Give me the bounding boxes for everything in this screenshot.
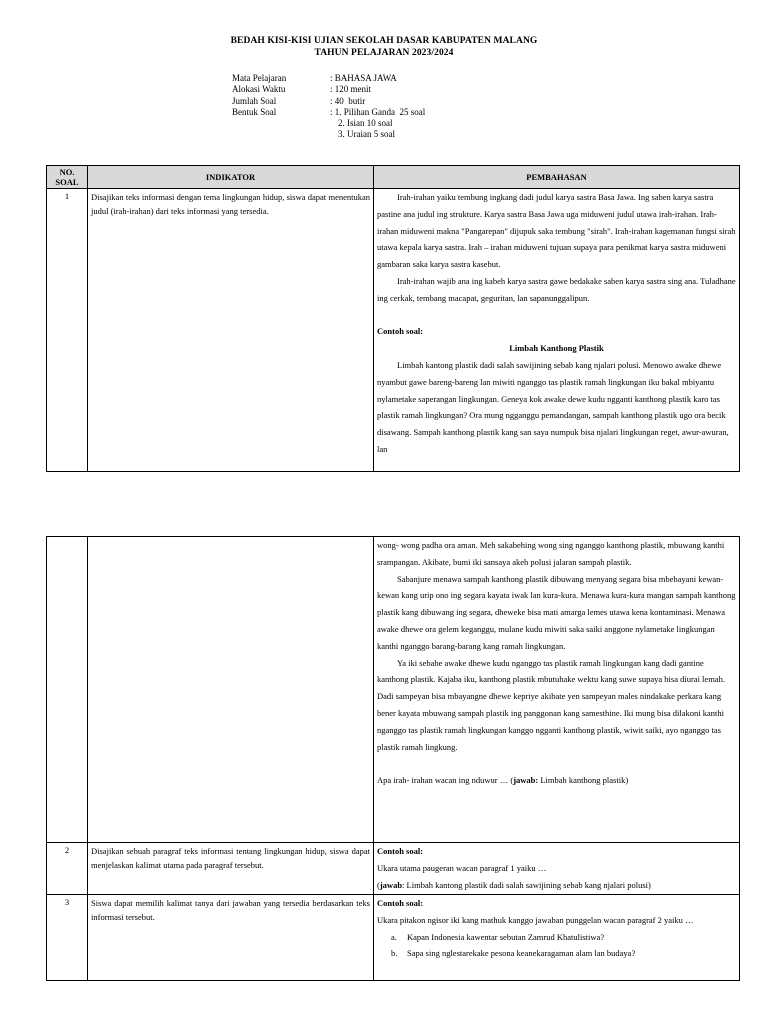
header-pembahasan: PEMBAHASAN — [374, 166, 740, 189]
spacer — [377, 755, 736, 772]
pembahasan-content — [377, 189, 736, 471]
wacan-paragraph: wong- wong padha ora aman. Meh sakabehing wong sing nganggo kanthong plastik, mbuwang kanthi srampangan. Akibate, bumi iki sansaya akeh polusi jalaran sampah plastik. — [377, 540, 725, 567]
jawab-text: : Limbah kantong plastik dadi salah sawijining sebab kang njalari polusi) — [402, 879, 651, 890]
jawab-label: jawab — [379, 879, 403, 890]
table-row — [47, 189, 740, 472]
info-value: : BAHASA JAWA — [330, 73, 397, 83]
info-label: Jumlah Soal — [232, 95, 277, 106]
info-label: Bentuk Soal — [232, 106, 277, 117]
info-row-count — [232, 96, 425, 107]
option-text: Sapa sing nglestarekake pesona keanekaragaman alam lan budaya? — [407, 948, 636, 959]
info-row-subject — [232, 73, 425, 84]
contoh-soal-label: Contoh soal: — [377, 846, 424, 856]
row-indikator: Disajikan sebuah paragraf teks informasi tentang lingkungan hidup, siswa dapat menjelaskan kalimat utama pada paragraf tersebut. — [88, 843, 374, 895]
question-text: Ukara pitakon ngisor iki kang mathuk kanggo jawaban punggelan wacan paragraf 2 yaiku … — [377, 914, 694, 925]
info-form-item-3: 3. Uraian 5 soal — [338, 129, 395, 140]
wacan-paragraph: Limbah kantong plastik dadi salah sawijining sebab kang njalari polusi. Menowo awake dhewe nyambut gawe bareng-bareng lan miwiti nganggo tas plastik ramah lingkungan iku bakal mbiyantu nylametake saperangan lingkungan. Geneya kok awake dewe kudu ngganti kanthong plastik karo tas plastik ramah lingkungan? Ora mung ngganggu pemandangan, sampah kanthong plastik ugo ora becik disawang. Sampah kanthong plastik kang san saya numpuk bisa njalari lingkungan reget, awur-awuran, lan — [377, 359, 729, 454]
info-label: Mata Pelajaran — [232, 73, 287, 83]
row-number-empty — [47, 537, 88, 843]
table-header-row — [47, 166, 740, 189]
spacer — [377, 307, 736, 324]
info-row-time — [232, 84, 425, 95]
option-text: Kapan Indonesia kawentar sebutan Zamrud Khatulistiwa? — [407, 931, 605, 942]
info-value: : 1. Pilihan Ganda 25 soal — [330, 106, 426, 117]
jawab-label: jawab: — [513, 775, 539, 786]
row-pembahasan — [374, 843, 740, 895]
row-indikator: Siswa dapat memilih kalimat tanya dari jawaban yang tersedia berdasarkan teks informasi tersebut. — [88, 895, 374, 981]
question-text: Ukara utama paugeran wacan paragraf 1 yaiku … — [377, 862, 547, 873]
info-value: : 40 butir — [330, 95, 366, 106]
jawab-text: Limbah kanthong plastik) — [538, 775, 629, 786]
answer-option — [391, 945, 736, 962]
answer-line — [377, 877, 736, 894]
question-line — [377, 772, 736, 789]
question-text: Apa irah- irahan wacan ing nduwur … ( — [377, 775, 514, 786]
row-indikator-empty — [88, 537, 374, 843]
contoh-soal-label: Contoh soal: — [377, 326, 424, 337]
row-number: 3 — [47, 895, 88, 981]
title-line-1: BEDAH KISI-KISI UJIAN SEKOLAH DASAR KABUPATEN MALANG — [230, 36, 538, 46]
option-letter: b. — [391, 948, 398, 959]
header-indikator: INDIKATOR — [88, 166, 374, 189]
row-pembahasan — [374, 189, 740, 472]
row-pembahasan — [374, 895, 740, 981]
pembahasan-paragraph: Irah-irahan wajib ana ing kabeh karya sastra gawe bedakake saben karya sastra sing ana. Tuladhane ing cerkak, tembang macapat, geguritan, lan sapanunggalipun. — [377, 275, 736, 303]
wacan-paragraph: Sabanjure menawa sampah kanthong plastik dibuwang menyang segara bisa mbebayani kewan- kewan kang urip ono ing segara kayata iwak lan kura-kura. Menawa kura-kura mangan sampah kanthong plastik kang dibuwang ing segara, dheweke bisa mati amarga lemes utawa kena kontaminasi. Menawa awake dhewe ora gelem keganggu, mulane kudu miwiti saka saiki anggone nylametake lingkungan kanthi nganggo barang-barang kang ramah lingkungan. — [377, 573, 736, 651]
wacan-title: Limbah Kanthong Plastik — [509, 343, 604, 354]
answer-option — [391, 929, 736, 946]
wacan-paragraph: Ya iki sebabe awake dhewe kudu nganggo tas plastik ramah lingkungan kang dadi gantine kanthong plastik. Kajaba iku, kanthong plastik mbutuhake wektu kang suwe supaya bisa diurai lemah. Dadi sampeyan bisa mbayangne dhewe kepriye akibate yen sampeyan males nindakake perkara kang bener kayata mbuwang sampah plastik ing panggonan kang samesthine. Iki mung bisa dilakoni kanthi nganggo tas plastik ramah lingkungan kanggo ngganti kanthong plastik, wiwit saiki, ayo nganggo tas plastik ramah lingkung. — [377, 657, 725, 752]
info-label: Alokasi Waktu — [232, 84, 286, 95]
table-row — [47, 843, 740, 895]
answer-options — [377, 929, 736, 963]
row-number: 1 — [47, 189, 88, 472]
row-pembahasan — [374, 537, 740, 843]
exam-info — [232, 73, 425, 141]
header-no-soal: NO. SOAL — [47, 166, 88, 189]
title-line-2: TAHUN PELAJARAN 2023/2024 — [314, 48, 454, 58]
info-value: : 120 menit — [330, 84, 371, 95]
row-indikator: Disajikan teks informasi dengan tema lingkungan hidup, siswa dapat menentukan judul (irah-irahan) dari teks informasi yang tersedia. — [88, 189, 374, 472]
pembahasan-paragraph: Irah-irahan yaiku tembung ingkang dadi judul karya sastra Basa Jawa. Ing saben karya sastra pastine ana judul ing strukture. Karya sastra Basa Jawa uga miduweni judul utawa irah-irahan. Irah-irahan miduweni makna "Pangarepan" dijupuk saka tembung "sirah". Irah-irahan kagemanan fungsi sirah utawa kepala karya sastra. Irah – irahan miduweni tujuan supaya para penikmat karya sastra miduweni gambaran saka karya sastra kasebut. — [377, 192, 736, 270]
row-number: 2 — [47, 843, 88, 895]
table-row — [47, 895, 740, 981]
info-form-item-2: 2. Isian 10 soal — [338, 118, 393, 129]
document-title — [0, 35, 768, 59]
contoh-soal-label: Contoh soal: — [377, 898, 424, 908]
option-letter: a. — [391, 931, 397, 942]
kisi-kisi-table-continued — [46, 536, 740, 981]
kisi-kisi-table — [46, 165, 740, 472]
info-row-form — [232, 107, 425, 118]
jawab-open: ( — [377, 879, 380, 890]
table-row — [47, 537, 740, 843]
